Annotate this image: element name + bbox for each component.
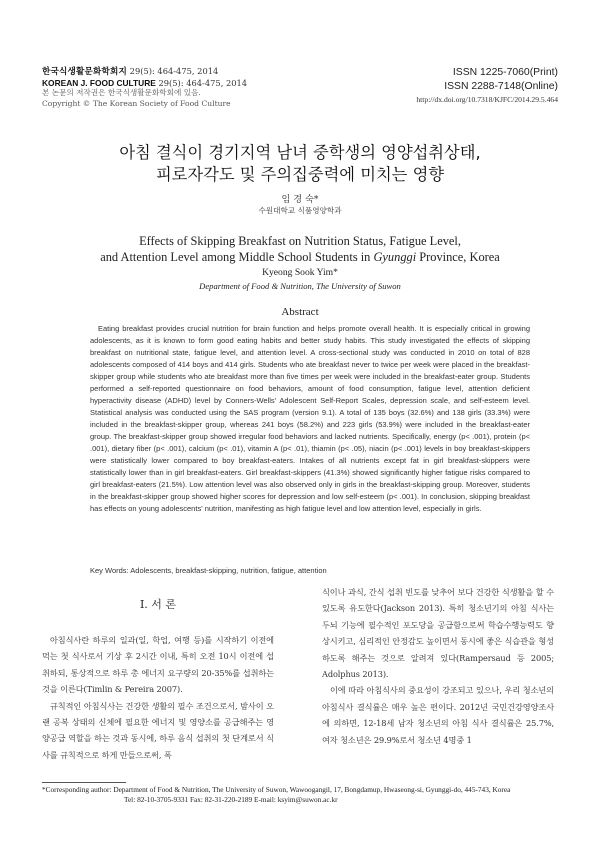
affiliation-kr: 수원대학교 식품영양학과 (258, 206, 342, 215)
copyright-kr: 본 논문의 저작권은 한국식생활문화학회에 있음. (42, 88, 201, 98)
corresponding-author-footnote (42, 785, 562, 805)
footnote-divider (42, 782, 126, 783)
title-kr-line-1: 아침 결식이 경기지역 남녀 중학생의 영양섭취상태, (119, 143, 481, 162)
intro-paragraph: 이에 따라 아침식사의 중요성이 강조되고 있으나, 우리 청소년의 아침식사 결식률은 매우 높은 편이다. 2012년 국민건강영양조사에 의하면, 12-18세 남자 청소년의 아침 식사 결식률은 25.7%, 여자 청소년은 29.9%로서 청소년 4명중 1 (322, 685, 554, 745)
affiliation-en: Department of Food & Nutrition, The University of Suwon (199, 281, 401, 291)
keywords (90, 566, 530, 575)
journal-title-kr: 한국식생활문화학회지 29(5): 464-475, 2014 (42, 66, 219, 77)
intro-paragraph: 아침식사란 하루의 일과(일, 학업, 여행 등)를 시작하기 이전에 먹는 첫 식사로서 기상 후 2시간 이내, 특히 오전 10시 이전에 섭취하되, 통상적으로 하루 총 에너지 요구량의 20-35%를 섭취하는 것을 이른다(Timlin & Pereira 2007). (42, 635, 274, 695)
journal-header (42, 66, 247, 109)
intro-left-column (42, 632, 274, 763)
footnote-contact: Tel: 82-10-3705-9331 Fax: 82-31-220-2189 E-mail: ksyim@suwon.ac.kr (124, 794, 338, 804)
copyright-en: Copyright © The Korean Society of Food Culture (42, 98, 231, 108)
footnote-address: *Corresponding author: Department of Food & Nutrition, The University of Suwon, Wawoogangil, 17, Bongdamup, Hwaseong-si, Gyunggi-do, 445-743, Korea (42, 785, 511, 794)
keywords-label: Key Words: (90, 566, 129, 575)
issn-block (416, 66, 558, 107)
doi-link[interactable]: http://dx.doi.org/10.7318/KJFC/2014.29.5.464 (416, 95, 558, 105)
issn-print: ISSN 1225-7060(Print) (452, 67, 558, 78)
section-heading-introduction: I. 서 론 (139, 598, 177, 611)
paper-title-en (0, 234, 600, 265)
author-kr: 임 경 숙* (281, 194, 319, 205)
journal-title-en: KOREAN J. FOOD CULTURE 29(5): 464-475, 2014 (42, 77, 248, 88)
keywords-list: Adolescents, breakfast-skipping, nutrition, fatigue, attention (128, 566, 327, 575)
abstract-body: Eating breakfast provides crucial nutrition for brain function and helps promote overall health. It is especially critical in growing adolescents, as it is known to form good eating habits and better study habits. This study investigated the effects of skipping breakfast on nutritional state, fatigue level, and attention level. A cross-sectional study was conducted in 2010 on total of 828 adolescents composed of 414 boys and 414 girls. Students who ate breakfast never to twice per week were placed in the breakfast-skipper group while students who ate breakfast more than five times per week were included in the breakfast-eater group. Students performed a self-reported questionnaire on food behaviors, amount of food consumption, fatigue level, attention deficient hyperactivity disease (ADHD) level by Conners-Wells' Adolescent Self-Report Scales, depression scale, and self-esteem level. Statistical analysis was conducted using the SAS program (version 9.1). A total of 135 boys (32.6%) and 138 girls (33.3%) were included in the breakfast-skipper group, whereas 241 boys (58.2%) and 223 girls (53.9%) were included in the breakfast-eater group. The breakfast-skipper group showed irregular food behaviors and lacked nutrients. Specifically, energy (p< .001), protein (p< .001), dietary fiber (p< .001), calcium (p< .01), vitamin A (p< .01), thiamin (p< .05), niacin (p< .001) levels in boy breakfast-skippers were statistically lower compared to boy breakfast-eaters. Intakes of all nutrients except fat in girl breakfast-skippers were statistically lower than in girl breakfast-eaters. Girl breakfast-skippers (41.3%) showed significantly higher fatigue risks compared to girl breakfast-eaters (21.5%). Low attention level was also observed only in girls in the breakfast-skipping group. Moreover, students in the breakfast-skipper group showed higher scores for depression and low self-esteem (p< .001). In conclusion, skipping breakfast has effects on young adolescents' nutrition, manifesting as high fatigue level and low attention level, especially in girls. (90, 324, 530, 513)
intro-paragraph: 규칙적인 아침식사는 건강한 생활의 필수 조건으로서, 밤사이 오랜 공복 상태의 신체에 필요한 에너지 및 영양소를 공급해주는 영양공급 역할을 하는 것과 동시에, 하루 음식 섭취의 첫 단계로서 식사를 규칙적으로 하게 만들으로써, 폭 (42, 700, 274, 760)
intro-right-column (322, 584, 554, 748)
title-en-line-1: Effects of Skipping Breakfast on Nutrition Status, Fatigue Level, (139, 234, 461, 248)
title-en-line-2: and Attention Level among Middle School Students in Gyunggi Province, Korea (100, 249, 500, 264)
paper-title-kr (0, 142, 600, 185)
title-kr-line-2: 피로자각도 및 주의집중력에 미치는 영향 (155, 164, 445, 184)
issn-online: ISSN 2288-7148(Online) (444, 80, 558, 92)
author-en: Kyeong Sook Yim* (262, 267, 338, 278)
intro-paragraph: 식이나 과식, 간식 섭취 빈도를 낮추어 보다 건강한 식생활을 할 수 있도록 유도한다(Jackson 2013). 특히 청소년기의 아침 식사는 두뇌 기능에 필수적인 포도당을 공급함으로써 학습수행능력도 향상시키고, 심리적인 안정감도 높이면서 동시에 좋은 식습관을 형성하도록 해주는 것으로 알려져 있다(Rampersaud 등 2005; Adolphus 2013). (322, 587, 554, 680)
abstract-heading: Abstract (281, 306, 319, 318)
